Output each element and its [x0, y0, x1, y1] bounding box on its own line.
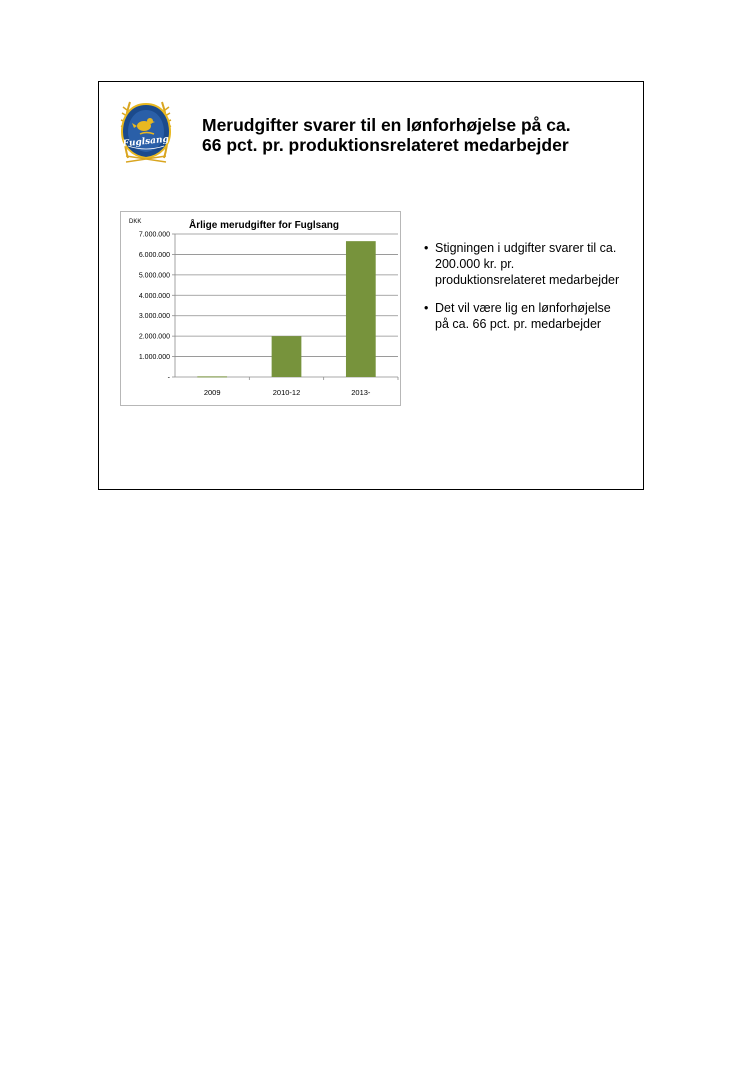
chart-y-tick-label: - [167, 374, 170, 382]
chart-bar [272, 336, 302, 377]
chart-x-tick-label: 2013- [351, 388, 371, 397]
slide-title [202, 115, 642, 155]
chart-y-tick-label: 6.000.000 [138, 251, 170, 259]
chart-y-tick-label: 4.000.000 [138, 292, 170, 300]
bullet-item: • Stigningen i udgifter svarer til ca. 200.000 kr. pr. produktionsrelateret medarbejder [423, 240, 623, 288]
logo-wordmark: Fuglsang [122, 134, 170, 150]
chart-y-unit-label: DKK [129, 219, 142, 225]
slide-title-line-1: Merudgifter svarer til en lønforhøjelse på ca. [202, 115, 571, 135]
chart-canvas [121, 212, 400, 405]
bullet-list [423, 240, 623, 344]
chart-y-tick-label: 2.000.000 [138, 333, 170, 341]
slide-title-line-2: 66 pct. pr. produktionsrelateret medarbejder [202, 135, 569, 155]
chart-y-tick-label: 5.000.000 [138, 272, 170, 280]
chart-y-tick-label: 1.000.000 [138, 354, 170, 362]
slide [98, 81, 644, 490]
chart-title: Årlige merudgifter for Fuglsang [189, 220, 340, 231]
chart-x-tick-label: 2009 [203, 388, 221, 397]
bar-chart [120, 211, 401, 406]
chart-bar [346, 241, 376, 377]
chart-y-tick-label: 3.000.000 [138, 313, 170, 321]
chart-x-tick-label: 2010-12 [272, 388, 301, 397]
bullet-item: • Det vil være lig en lønforhøjelse på ca. 66 pct. pr. medarbejder [423, 300, 623, 332]
chart-y-tick-label: 7.000.000 [138, 231, 170, 239]
chart-bar [197, 376, 227, 377]
fuglsang-logo [118, 98, 174, 164]
